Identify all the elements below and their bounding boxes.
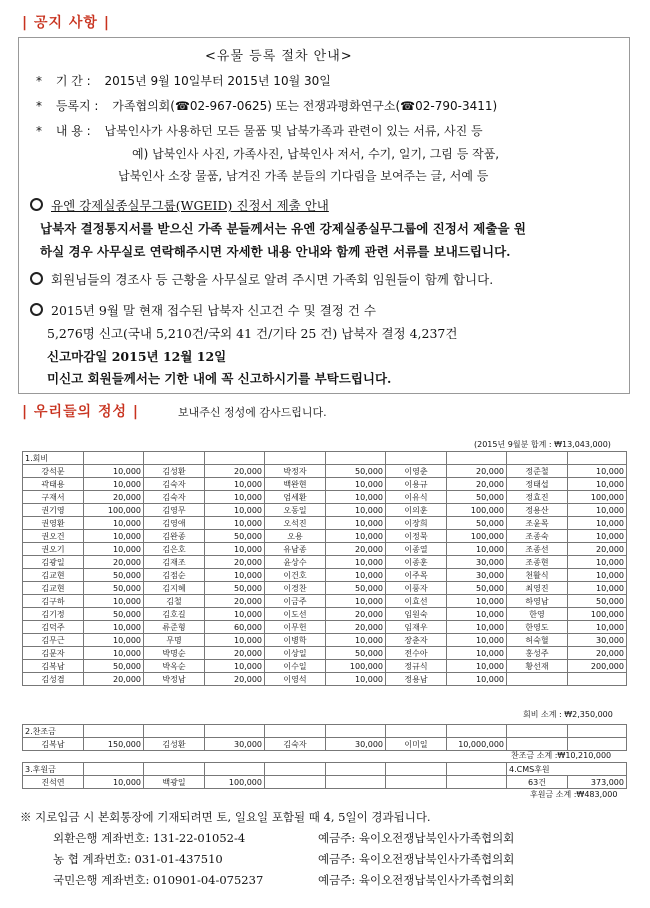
donor-name: 홍성주 bbox=[507, 647, 568, 660]
donor-amount: 20,000 bbox=[84, 556, 144, 569]
donor-name: 오동일 bbox=[265, 504, 326, 517]
donor-name: 권기영 bbox=[23, 504, 84, 517]
donor-amount: 50,000 bbox=[447, 582, 507, 595]
donor-amount: 20,000 bbox=[326, 543, 386, 556]
donor-amount: 20,000 bbox=[326, 608, 386, 621]
donor-amount: 100,000 bbox=[205, 776, 265, 789]
table-row bbox=[23, 556, 627, 569]
donor-name: 장춘자 bbox=[386, 634, 447, 647]
donor-amount: 10,000 bbox=[568, 478, 627, 491]
donor-amount: 10,000 bbox=[84, 530, 144, 543]
donor-name: 김숙자 bbox=[144, 478, 205, 491]
donor-name: 이효선 bbox=[386, 595, 447, 608]
donor-name: 박명순 bbox=[144, 647, 205, 660]
donor-amount: 20,000 bbox=[84, 673, 144, 686]
donor-amount: 10,000 bbox=[447, 647, 507, 660]
donor-amount: 100,000 bbox=[447, 530, 507, 543]
table-row bbox=[23, 582, 627, 595]
donor-amount: 30,000 bbox=[326, 738, 386, 751]
membership-label: 1.회비 bbox=[23, 452, 84, 465]
donor-name: 김지혜 bbox=[144, 582, 205, 595]
donor-amount: 10,000 bbox=[205, 478, 265, 491]
cms-amount: 373,000 bbox=[568, 776, 627, 789]
donor-name: 김성환 bbox=[144, 465, 205, 478]
donor-name: 박정자 bbox=[265, 465, 326, 478]
donor-amount: 10,000 bbox=[326, 634, 386, 647]
support-table bbox=[22, 724, 627, 751]
sponsor-table bbox=[22, 762, 627, 789]
donor-amount: 10,000 bbox=[326, 504, 386, 517]
bank-account-3: 국민은행 계좌번호: 010901-04-075237 bbox=[53, 873, 264, 887]
wgeid-title-text: 유엔 강제실종실무그룹(WGEID) 진정서 제출 안내 bbox=[51, 198, 329, 213]
donor-name: 한영도 bbox=[507, 621, 568, 634]
donor-amount: 10,000 bbox=[326, 491, 386, 504]
donor-amount: 10,000 bbox=[568, 517, 627, 530]
donor-amount: 30,000 bbox=[447, 569, 507, 582]
donor-name: 김덕주 bbox=[23, 621, 84, 634]
donor-name: 이금주 bbox=[265, 595, 326, 608]
donor-name: 윤상수 bbox=[265, 556, 326, 569]
donor-name: 김교현 bbox=[23, 569, 84, 582]
donor-name: 허숙혈 bbox=[507, 634, 568, 647]
donor-amount: 10,000 bbox=[84, 543, 144, 556]
stats-line-3: 미신고 회원들께서는 기한 내에 꼭 신고하시기를 부탁드립니다. bbox=[47, 371, 392, 386]
wgeid-body-1: 납북자 결정통지서를 받으신 가족 분들께서는 유엔 강제실종실무그룹에 진정서 제출을 원 bbox=[40, 221, 526, 236]
donor-amount: 10,000 bbox=[326, 569, 386, 582]
donor-name: 김무근 bbox=[23, 634, 84, 647]
donations-title: | 우리들의 정성 | bbox=[22, 404, 139, 420]
donor-name: 하영남 bbox=[507, 595, 568, 608]
donor-amount: 100,000 bbox=[568, 491, 627, 504]
sponsor-label: 3.후원금 bbox=[23, 763, 84, 776]
donor-amount: 10,000 bbox=[326, 556, 386, 569]
donor-amount: 10,000 bbox=[84, 465, 144, 478]
notice-title: | 공지 사항 | bbox=[22, 15, 110, 31]
donor-amount: 200,000 bbox=[568, 660, 627, 673]
notice-subtitle: <유물 등록 절차 안내> bbox=[205, 49, 353, 64]
stats-line-2: 신고마감일 2015년 12월 12일 bbox=[47, 349, 227, 364]
donor-name: 오용 bbox=[265, 530, 326, 543]
table-row bbox=[23, 530, 627, 543]
donor-name: 진석연 bbox=[23, 776, 84, 789]
donor-name: 권오기 bbox=[23, 543, 84, 556]
table-row bbox=[23, 478, 627, 491]
period-text: 2015년 9월 10일부터 2015년 10월 30일 bbox=[104, 74, 331, 88]
donor-amount: 10,000 bbox=[205, 543, 265, 556]
bank-note: ※ 지로입금 시 본회통장에 기재되려면 토, 일요일 포함될 때 4, 5일이 경과됩니다. bbox=[20, 810, 431, 824]
donor-name: 임원숙 bbox=[386, 608, 447, 621]
donor-amount: 50,000 bbox=[326, 465, 386, 478]
donor-amount: 20,000 bbox=[326, 621, 386, 634]
bank-account-2: 농 협 계좌번호: 031-01-437510 bbox=[53, 852, 223, 866]
donor-amount: 50,000 bbox=[568, 595, 627, 608]
content-continued-1: 예) 납북인사 사진, 가족사진, 납북인사 저서, 수기, 일기, 그림 등 작품, bbox=[132, 147, 500, 161]
sponsor-header-row bbox=[23, 763, 627, 776]
donor-name: 이영춘 bbox=[386, 465, 447, 478]
donor-amount: 20,000 bbox=[205, 465, 265, 478]
donor-amount: 10,000 bbox=[326, 478, 386, 491]
table-row bbox=[23, 569, 627, 582]
donor-name: 김성겸 bbox=[23, 673, 84, 686]
donor-amount: 50,000 bbox=[326, 647, 386, 660]
donor-name: 정효진 bbox=[507, 491, 568, 504]
donor-amount: 20,000 bbox=[205, 556, 265, 569]
donor-amount: 100,000 bbox=[568, 608, 627, 621]
content-text: 납북인사가 사용하던 모든 물품 및 납북가족과 관련이 있는 서류, 사진 등 bbox=[104, 124, 483, 138]
donor-name: 이주목 bbox=[386, 569, 447, 582]
donor-amount: 10,000 bbox=[84, 647, 144, 660]
wgeid-body-2: 하실 경우 사무실로 연락해주시면 자세한 내용 안내와 함께 관련 서류를 보내드립니다. bbox=[40, 244, 511, 259]
donor-amount: 50,000 bbox=[205, 582, 265, 595]
stats-line-1: 5,276명 신고(국내 5,210건/국외 41 건/기타 25 건) 납북자 결정 4,237건 bbox=[47, 326, 458, 341]
donor-amount: 10,000 bbox=[568, 569, 627, 582]
donor-name: 박정남 bbox=[144, 673, 205, 686]
donor-amount: 20,000 bbox=[447, 478, 507, 491]
donor-name: 이경찬 bbox=[265, 582, 326, 595]
table-row bbox=[23, 517, 627, 530]
donor-name: 구재서 bbox=[23, 491, 84, 504]
table-row bbox=[23, 776, 627, 789]
donor-amount: 10,000 bbox=[447, 634, 507, 647]
donor-amount: 20,000 bbox=[205, 647, 265, 660]
support-subtotal: 찬조금 소계 :₩10,210,000 bbox=[511, 751, 612, 760]
bank-holder-2: 예금주: 육이오전쟁납북인사가족협의회 bbox=[318, 852, 515, 866]
donor-amount: 10,000 bbox=[84, 595, 144, 608]
donor-amount: 10,000 bbox=[568, 504, 627, 517]
location-label: 등록지 : bbox=[55, 99, 99, 113]
donor-amount: 20,000 bbox=[568, 543, 627, 556]
donor-amount: 10,000 bbox=[205, 491, 265, 504]
donor-amount: 50,000 bbox=[326, 582, 386, 595]
donor-name: 김구하 bbox=[23, 595, 84, 608]
donor-amount: 20,000 bbox=[205, 595, 265, 608]
events-notice bbox=[30, 270, 493, 288]
donor-amount: 20,000 bbox=[568, 647, 627, 660]
donations-thanks: 보내주신 정성에 감사드립니다. bbox=[178, 406, 327, 419]
support-header-row bbox=[23, 725, 627, 738]
donor-name: 이상일 bbox=[265, 647, 326, 660]
donor-name: 김숙자 bbox=[144, 491, 205, 504]
donor-name: 김교현 bbox=[23, 582, 84, 595]
donor-amount bbox=[568, 673, 627, 686]
donor-name: 이풍자 bbox=[386, 582, 447, 595]
donor-amount: 50,000 bbox=[84, 582, 144, 595]
bank-account-1: 외환은행 계좌번호: 131-22-01052-4 bbox=[53, 831, 246, 845]
donor-name: 김영애 bbox=[144, 517, 205, 530]
donor-name: 이영석 bbox=[265, 673, 326, 686]
donor-name: 조종숙 bbox=[507, 530, 568, 543]
donor-amount: 60,000 bbox=[205, 621, 265, 634]
donor-amount: 10,000 bbox=[447, 608, 507, 621]
donor-name: 이종훈 bbox=[386, 556, 447, 569]
donor-name: 천활식 bbox=[507, 569, 568, 582]
donor-amount: 10,000 bbox=[326, 673, 386, 686]
table-row bbox=[23, 491, 627, 504]
table-row bbox=[23, 660, 627, 673]
table-row bbox=[23, 543, 627, 556]
membership-table bbox=[22, 451, 627, 686]
donor-name: 유남종 bbox=[265, 543, 326, 556]
donor-amount: 30,000 bbox=[568, 634, 627, 647]
donor-name: 김영무 bbox=[144, 504, 205, 517]
donor-name: 김호길 bbox=[144, 608, 205, 621]
donor-name: 조종선 bbox=[507, 543, 568, 556]
donor-name: 무명 bbox=[144, 634, 205, 647]
content-continued-2: 납북인사 소장 물품, 남겨진 가족 분들의 기다림을 보여주는 글, 서예 등 bbox=[118, 169, 489, 183]
donor-amount: 10,000 bbox=[84, 634, 144, 647]
donor-amount: 10,000 bbox=[205, 608, 265, 621]
donor-amount: 20,000 bbox=[205, 673, 265, 686]
donor-amount: 10,000 bbox=[84, 478, 144, 491]
donor-name: 조윤목 bbox=[507, 517, 568, 530]
donor-amount: 20,000 bbox=[447, 465, 507, 478]
donor-amount: 20,000 bbox=[84, 491, 144, 504]
donor-amount: 10,000 bbox=[84, 621, 144, 634]
donor-amount: 10,000 bbox=[205, 634, 265, 647]
donor-amount: 10,000 bbox=[205, 504, 265, 517]
donor-amount: 10,000 bbox=[447, 543, 507, 556]
donor-name: 이수일 bbox=[265, 660, 326, 673]
table-row bbox=[23, 738, 627, 751]
donor-name: 이무헌 bbox=[265, 621, 326, 634]
donor-name: 이유식 bbox=[386, 491, 447, 504]
donor-name: 김재조 bbox=[144, 556, 205, 569]
donor-name: 엄세환 bbox=[265, 491, 326, 504]
donations-total: (2015년 9월분 합계 : ₩13,043,000) bbox=[474, 440, 611, 449]
donor-name: 강석문 bbox=[23, 465, 84, 478]
donor-amount: 10,000 bbox=[447, 595, 507, 608]
support-label: 2.찬조금 bbox=[23, 725, 84, 738]
table-row bbox=[23, 595, 627, 608]
donor-name: 이종열 bbox=[386, 543, 447, 556]
star-mark: * bbox=[36, 74, 42, 88]
donor-amount: 10,000 bbox=[205, 569, 265, 582]
donor-amount: 10,000 bbox=[447, 621, 507, 634]
donor-name: 김숙자 bbox=[265, 738, 326, 751]
donor-amount: 50,000 bbox=[84, 569, 144, 582]
donor-amount: 50,000 bbox=[84, 660, 144, 673]
membership-subtotal: 회비 소계 : ₩2,350,000 bbox=[523, 710, 613, 719]
table-row bbox=[23, 504, 627, 517]
bank-holder-1: 예금주: 육이오전쟁납북인사가족협의회 bbox=[318, 831, 515, 845]
donor-amount: 10,000 bbox=[447, 673, 507, 686]
table-row bbox=[23, 673, 627, 686]
membership-header-row bbox=[23, 452, 627, 465]
sponsor-subtotal: 후원금 소계 :₩483,000 bbox=[530, 790, 618, 799]
wgeid-title bbox=[30, 196, 329, 214]
cms-count: 63건 bbox=[507, 776, 568, 789]
circle-bullet-icon bbox=[30, 198, 43, 211]
location-text: 가족협의회(☎02-967-0625) 또는 전쟁과평화연구소(☎02-790-3411) bbox=[112, 99, 498, 113]
donor-name: 박옥순 bbox=[144, 660, 205, 673]
notice-row-period bbox=[36, 72, 331, 89]
donor-name: 곽태용 bbox=[23, 478, 84, 491]
donor-name: 김철 bbox=[144, 595, 205, 608]
donor-amount: 50,000 bbox=[447, 517, 507, 530]
table-row bbox=[23, 621, 627, 634]
donor-amount: 10,000 bbox=[326, 595, 386, 608]
star-mark: * bbox=[36, 99, 42, 113]
events-text: 회원님들의 경조사 등 근황을 사무실로 알려 주시면 가족회 임원들이 함께 합니다. bbox=[51, 272, 494, 287]
donor-amount: 10,000 bbox=[326, 517, 386, 530]
donor-name: 정용산 bbox=[507, 504, 568, 517]
donor-amount: 10,000 bbox=[568, 556, 627, 569]
circle-bullet-icon bbox=[30, 303, 43, 316]
donor-amount: 10,000 bbox=[326, 530, 386, 543]
donor-name: 오석진 bbox=[265, 517, 326, 530]
donor-name: 이도선 bbox=[265, 608, 326, 621]
donor-name: 이미일 bbox=[386, 738, 447, 751]
donor-amount: 10,000 bbox=[568, 582, 627, 595]
donor-name: 한영 bbox=[507, 608, 568, 621]
table-row bbox=[23, 465, 627, 478]
donor-amount: 10,000 bbox=[84, 776, 144, 789]
donor-name: 김기정 bbox=[23, 608, 84, 621]
donor-name: 이의훈 bbox=[386, 504, 447, 517]
donor-name: 김복남 bbox=[23, 738, 84, 751]
donor-name: 김광일 bbox=[23, 556, 84, 569]
donor-amount: 10,000,000 bbox=[447, 738, 507, 751]
donor-name: 정태섭 bbox=[507, 478, 568, 491]
donor-name: 정용남 bbox=[386, 673, 447, 686]
donor-amount: 10,000 bbox=[205, 517, 265, 530]
table-row bbox=[23, 647, 627, 660]
stats-title-text: 2015년 9월 말 현재 접수된 납북자 신고건 수 및 결정 건 수 bbox=[51, 303, 376, 318]
donor-amount: 10,000 bbox=[568, 465, 627, 478]
donor-name: 황선재 bbox=[507, 660, 568, 673]
donor-amount: 50,000 bbox=[205, 530, 265, 543]
donor-name: 전수아 bbox=[386, 647, 447, 660]
star-mark: * bbox=[36, 124, 42, 138]
donor-name: 정규식 bbox=[386, 660, 447, 673]
donor-name bbox=[507, 673, 568, 686]
donor-name: 최영진 bbox=[507, 582, 568, 595]
donor-name: 김점순 bbox=[144, 569, 205, 582]
donor-amount: 10,000 bbox=[568, 530, 627, 543]
notice-row-content bbox=[36, 122, 483, 139]
donor-amount: 30,000 bbox=[205, 738, 265, 751]
donor-name: 백완현 bbox=[265, 478, 326, 491]
donor-amount: 30,000 bbox=[447, 556, 507, 569]
donor-name: 이건호 bbox=[265, 569, 326, 582]
donor-amount: 10,000 bbox=[84, 517, 144, 530]
stats-title bbox=[30, 301, 376, 319]
table-row bbox=[23, 634, 627, 647]
cms-label: 4.CMS후원 bbox=[507, 763, 627, 776]
notice-row-location bbox=[36, 97, 497, 114]
bank-holder-3: 예금주: 육이오전쟁납북인사가족협의회 bbox=[318, 873, 515, 887]
donor-name: 조종현 bbox=[507, 556, 568, 569]
donor-name: 김문자 bbox=[23, 647, 84, 660]
content-label: 내 용 : bbox=[55, 124, 91, 138]
donor-name: 백광일 bbox=[144, 776, 205, 789]
donor-name: 김완종 bbox=[144, 530, 205, 543]
donor-name: 이병학 bbox=[265, 634, 326, 647]
donor-name: 이정묵 bbox=[386, 530, 447, 543]
table-row bbox=[23, 608, 627, 621]
donor-amount: 10,000 bbox=[447, 660, 507, 673]
donor-name: 임재우 bbox=[386, 621, 447, 634]
donor-name: 김성환 bbox=[144, 738, 205, 751]
donor-amount: 10,000 bbox=[568, 621, 627, 634]
donor-name: 류준형 bbox=[144, 621, 205, 634]
donor-amount: 150,000 bbox=[84, 738, 144, 751]
circle-bullet-icon bbox=[30, 272, 43, 285]
donor-name: 김은호 bbox=[144, 543, 205, 556]
donor-amount: 10,000 bbox=[205, 660, 265, 673]
donor-name: 이용규 bbox=[386, 478, 447, 491]
donor-name: 권오건 bbox=[23, 530, 84, 543]
donor-amount: 50,000 bbox=[447, 491, 507, 504]
donor-amount: 100,000 bbox=[84, 504, 144, 517]
donor-amount: 100,000 bbox=[447, 504, 507, 517]
donor-amount: 100,000 bbox=[326, 660, 386, 673]
donor-name: 권영환 bbox=[23, 517, 84, 530]
donor-amount: 50,000 bbox=[84, 608, 144, 621]
donor-name: 이장희 bbox=[386, 517, 447, 530]
period-label: 기 간 : bbox=[55, 74, 91, 88]
donor-name: 정준철 bbox=[507, 465, 568, 478]
donor-name: 김복남 bbox=[23, 660, 84, 673]
